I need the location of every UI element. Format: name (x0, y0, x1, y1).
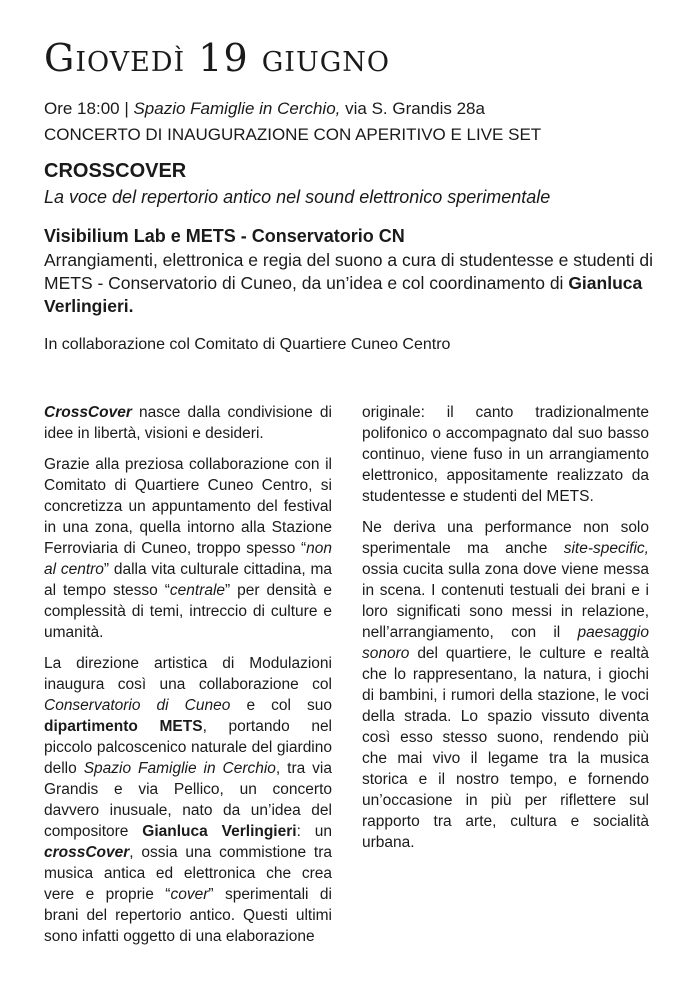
body-paragraph (44, 454, 332, 643)
text-span: crossCover (44, 844, 130, 861)
body-column-right (362, 402, 649, 863)
text-span: e col suo (230, 697, 332, 714)
text-span: , ossia una commistione tra musica antica ed elettronica che crea vere e proprie “ (44, 844, 332, 903)
body-paragraph: originale: il canto tradizionalmente polifonico o accompagnato dal suo basso continuo, viene fuso in un arrangiamento elettronico, appositamente realizzato da studentesse e studenti del METS. (362, 404, 649, 505)
text-span: paesaggio sonoro (362, 624, 649, 662)
credits-text: Arrangiamenti, elettronica e regia del suono a cura di studentesse e studenti di METS - Conservatorio di Cuneo, da un’idea e col coordinamento di (44, 250, 653, 293)
event-type: CONCERTO DI INAUGURAZIONE CON APERITIVO E LIVE SET (44, 125, 542, 144)
text-span: Spazio Famiglie in Cerchio (83, 760, 276, 777)
collaboration-note: In collaborazione col Comitato di Quartiere Cuneo Centro (44, 336, 451, 353)
event-subtitle: La voce del repertorio antico nel sound elettronico sperimentale (44, 187, 551, 207)
crosscover-name: CrossCover (44, 404, 132, 421)
text-span: : un (296, 823, 332, 840)
event-address: via S. Grandis 28a (340, 99, 485, 118)
event-credits (44, 249, 664, 318)
text-span: ” per densità e complessità di temi, intreccio di culture e umanità. (44, 582, 332, 641)
text-span: Gianluca Verlingieri (142, 823, 297, 840)
text-span: ” sperimentali di brani del repertorio antico. Questi ultimi sono infatti oggetto di una elaborazione (44, 886, 332, 945)
body-paragraph (44, 653, 332, 947)
text-span: , portando nel piccolo palcoscenico naturale del giardino dello (44, 718, 333, 777)
body-paragraph (44, 402, 332, 444)
text-span: , tra via Grandis e via Pellico, un concerto davvero inusuale, nato da un’idea del compositore (44, 760, 332, 840)
text-span: Conservatorio di Cuneo (44, 697, 231, 714)
text-span: del quartiere, le culture e realtà che lo rappresentano, la natura, i giochi di bambini, i rumori della stazione, le voci della strada. Lo spazio vissuto diventa così esso stesso suono, rendendo più che mai vivo il legame tra la musica storica e il nostro tempo, e fornendo un’occasione in più per riflettere sul rapporto tra arte, cultura e socialità urbana. (362, 645, 649, 851)
text-span: Grazie alla preziosa collaborazione con il Comitato di Quartiere Cuneo Centro, si concretizza un appuntamento del festival in una zona, quella intorno alla Stazione Ferroviaria di Cuneo, troppo spesso “ (44, 456, 332, 557)
body-paragraph (362, 517, 649, 853)
text-span: Ne deriva una performance non solo sperimentale ma anche (362, 519, 649, 557)
event-organizer: Visibilium Lab e METS - Conservatorio CN (44, 226, 405, 246)
event-time: Ore 18:00 | (44, 99, 134, 118)
body-column-left (44, 402, 332, 957)
text-span: nasce dalla condivisione di idee in libertà, visioni e desideri. (44, 404, 332, 442)
event-time-venue (44, 98, 485, 120)
text-span: La direzione artistica di Modulazioni inaugura così una collaborazione col (44, 655, 332, 693)
event-venue: Spazio Famiglie in Cerchio, (133, 99, 341, 118)
credits-name: Gianluca Verlingieri. (44, 273, 643, 316)
text-span: non al centro (44, 540, 332, 578)
event-title: CROSSCOVER (44, 160, 187, 182)
page-title: Giovedì 19 giugno (44, 36, 391, 80)
text-span: cover (170, 886, 209, 903)
text-span: ” dalla vita culturale cittadina, ma al tempo stesso “ (44, 561, 332, 599)
text-span: ossia cucita sulla zona dove viene messa in scena. I contenuti testuali dei brani e i loro significati sono messi in relazione, nell’arrangiamento, con il (362, 561, 649, 641)
text-span: dipartimento METS (44, 718, 203, 735)
text-span: site-specific, (563, 540, 649, 557)
text-span: centrale (169, 582, 226, 599)
